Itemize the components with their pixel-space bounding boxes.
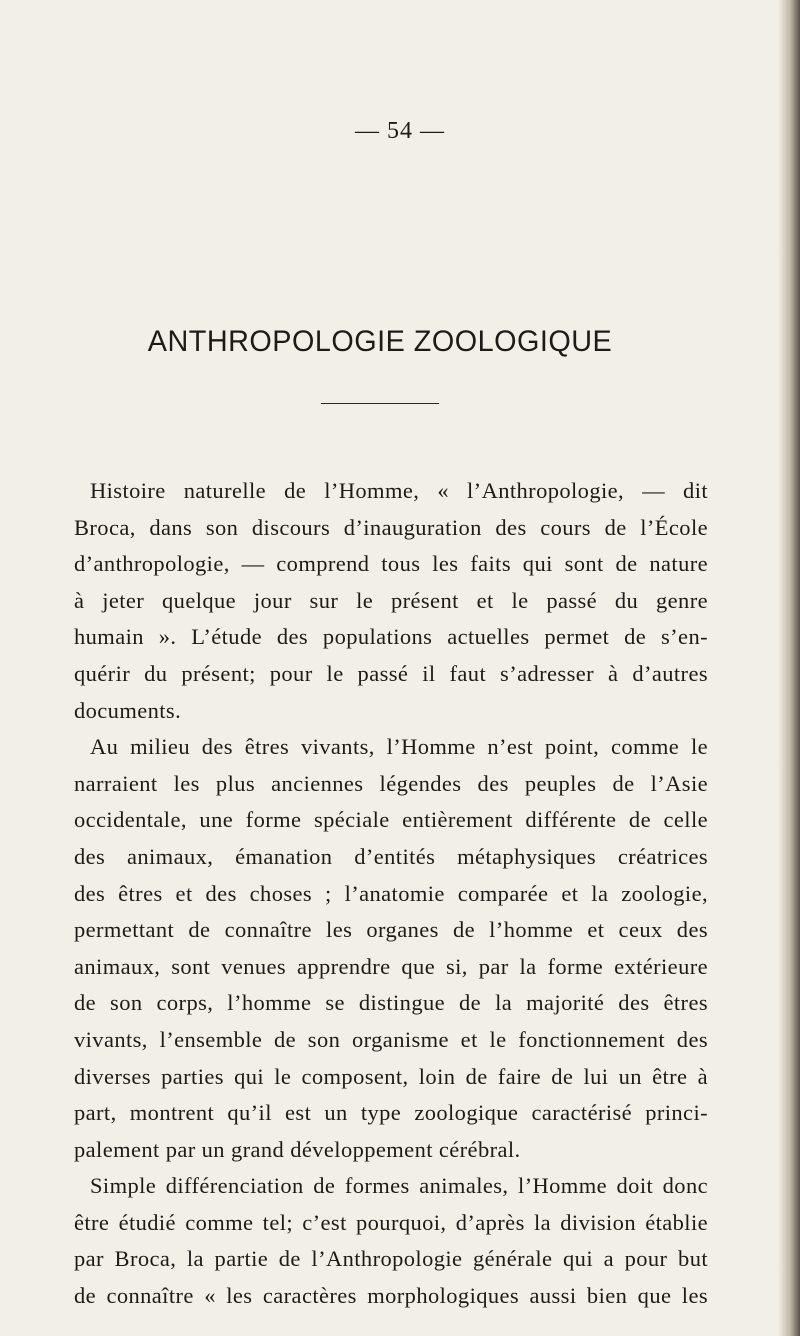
page-edge-shadow <box>778 0 800 1336</box>
title-rule-divider <box>321 403 439 404</box>
text-line: narraient les plus anciennes légendes des peuples de l’Asie <box>74 770 708 796</box>
text-line: à jeter quelque jour sur le présent et le passé du genre <box>74 587 708 613</box>
text-line: diverses parties qui le composent, loin de faire de lui un être à <box>74 1063 708 1089</box>
text-line: Simple différenciation de formes animales, l’Homme doit donc <box>90 1173 708 1199</box>
chapter-title: ANTHROPOLOGIE ZOOLOGIQUE <box>147 325 613 358</box>
text-line: Histoire naturelle de l’Homme, « l’Anthropologie, — dit <box>90 478 708 503</box>
text-line: Au milieu des êtres vivants, l’Homme n’est point, comme le <box>90 734 708 760</box>
page-number: — 54 — <box>355 118 445 144</box>
text-line: vivants, l’ensemble de son organisme et le fonctionnement des <box>74 1026 708 1052</box>
text-line: part, montrent qu’il est un type zoologique caractérisé princi- <box>74 1100 708 1126</box>
body-text <box>74 473 708 1315</box>
text-line: des êtres et des choses ; l’anatomie comparée et la zoologie, <box>74 880 708 906</box>
text-line: de connaître « les caractères morphologiques aussi bien que les <box>74 1283 708 1309</box>
paragraph-2 <box>74 729 708 1168</box>
text-line: palement par un grand développement cérébral. <box>74 1136 521 1162</box>
text-line: Broca, dans son discours d’inauguration des cours de l’École <box>74 514 708 540</box>
text-line: animaux, sont venues apprendre que si, par la forme extérieure <box>74 953 708 979</box>
paragraph-1 <box>74 473 708 729</box>
paragraph-3 <box>74 1168 708 1314</box>
text-line: quérir du présent; pour le passé il faut s’adresser à d’autres <box>74 660 708 686</box>
text-line: documents. <box>74 697 182 723</box>
text-line: humain ». L’étude des populations actuelles permet de s’en- <box>74 624 708 650</box>
text-line: être étudié comme tel; c’est pourquoi, d’après la division établie <box>74 1209 708 1235</box>
text-line: occidentale, une forme spéciale entièrement différente de celle <box>74 807 708 833</box>
text-line: permettant de connaître les organes de l’homme et ceux des <box>74 917 708 943</box>
text-line: par Broca, la partie de l’Anthropologie générale qui a pour but <box>74 1246 708 1272</box>
text-line: de son corps, l’homme se distingue de la majorité des êtres <box>74 990 708 1016</box>
text-line: d’anthropologie, — comprend tous les faits qui sont de nature <box>74 551 708 577</box>
text-line: des animaux, émanation d’entités métaphysiques créatrices <box>74 843 708 869</box>
